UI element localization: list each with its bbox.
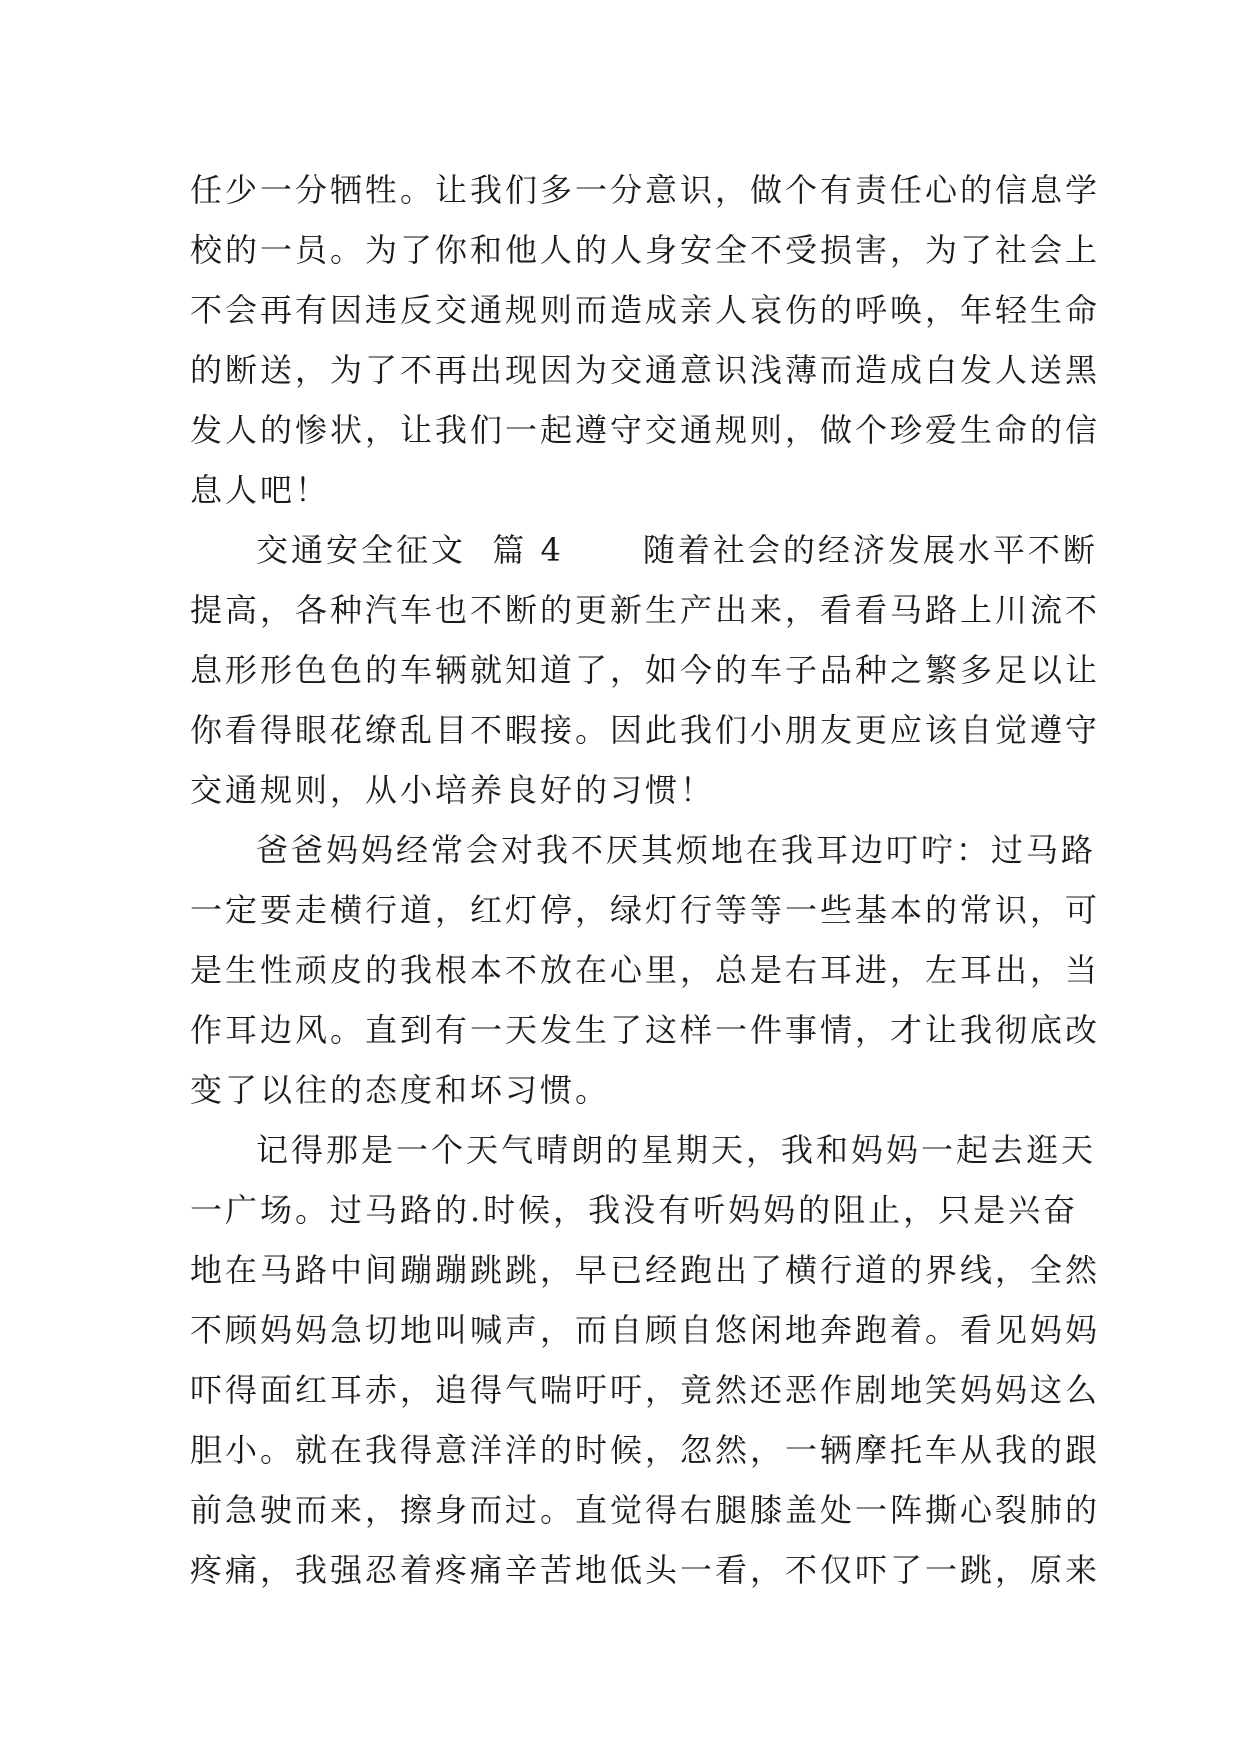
text-line: 提高，各种汽车也不断的更新生产出来，看看马路上川流不	[190, 591, 1101, 629]
text-line: 校的一员。为了你和他人的人身安全不受损害，为了社会上	[190, 231, 1101, 269]
text-line: 交通规则，从小培养良好的习惯！	[190, 771, 716, 809]
text-line: 前急驶而来，擦身而过。直觉得右腿膝盖处一阵撕心裂肺的	[190, 1491, 1101, 1529]
text-line: 疼痛，我强忍着疼痛辛苦地低头一看，不仅吓了一跳，原来	[190, 1551, 1101, 1589]
text-line: 息人吧！	[190, 471, 331, 509]
text-line: 是生性顽皮的我根本不放在心里，总是右耳进，左耳出，当	[190, 951, 1101, 989]
text-line: 一广场。过马路的.时候，我没有听妈妈的阻止，只是兴奋	[190, 1191, 1079, 1229]
text-line: 地在马路中间蹦蹦跳跳，早已经跑出了横行道的界线，全然	[190, 1251, 1101, 1289]
text-line: 任少一分牺牲。让我们多一分意识，做个有责任心的信息学	[190, 171, 1101, 209]
text-line: 记得那是一个天气晴朗的星期天，我和妈妈一起去逛天	[256, 1131, 1097, 1169]
body-text	[190, 160, 1101, 1600]
section-heading-line: 交通安全征文 篇 4 随着社会的经济发展水平不断	[256, 531, 1098, 569]
text-line: 息形形色色的车辆就知道了，如今的车子品种之繁多足以让	[190, 651, 1101, 689]
text-line: 胆小。就在我得意洋洋的时候，忽然，一辆摩托车从我的跟	[190, 1431, 1101, 1469]
text-line: 爸爸妈妈经常会对我不厌其烦地在我耳边叮咛：过马路	[256, 831, 1097, 869]
text-line: 一定要走横行道，红灯停，绿灯行等等一些基本的常识，可	[190, 891, 1101, 929]
text-line: 作耳边风。直到有一天发生了这样一件事情，才让我彻底改	[190, 1011, 1101, 1049]
text-line: 不会再有因违反交通规则而造成亲人哀伤的呼唤，年轻生命	[190, 291, 1101, 329]
text-line: 不顾妈妈急切地叫喊声，而自顾自悠闲地奔跑着。看见妈妈	[190, 1311, 1101, 1349]
text-line: 的断送，为了不再出现因为交通意识浅薄而造成白发人送黑	[190, 351, 1101, 389]
text-line: 变了以往的态度和坏习惯。	[190, 1071, 611, 1109]
text-line: 发人的惨状，让我们一起遵守交通规则，做个珍爱生命的信	[190, 411, 1101, 449]
text-line: 你看得眼花缭乱目不暇接。因此我们小朋友更应该自觉遵守	[190, 711, 1101, 749]
text-line: 吓得面红耳赤，追得气喘吁吁，竟然还恶作剧地笑妈妈这么	[190, 1371, 1101, 1409]
